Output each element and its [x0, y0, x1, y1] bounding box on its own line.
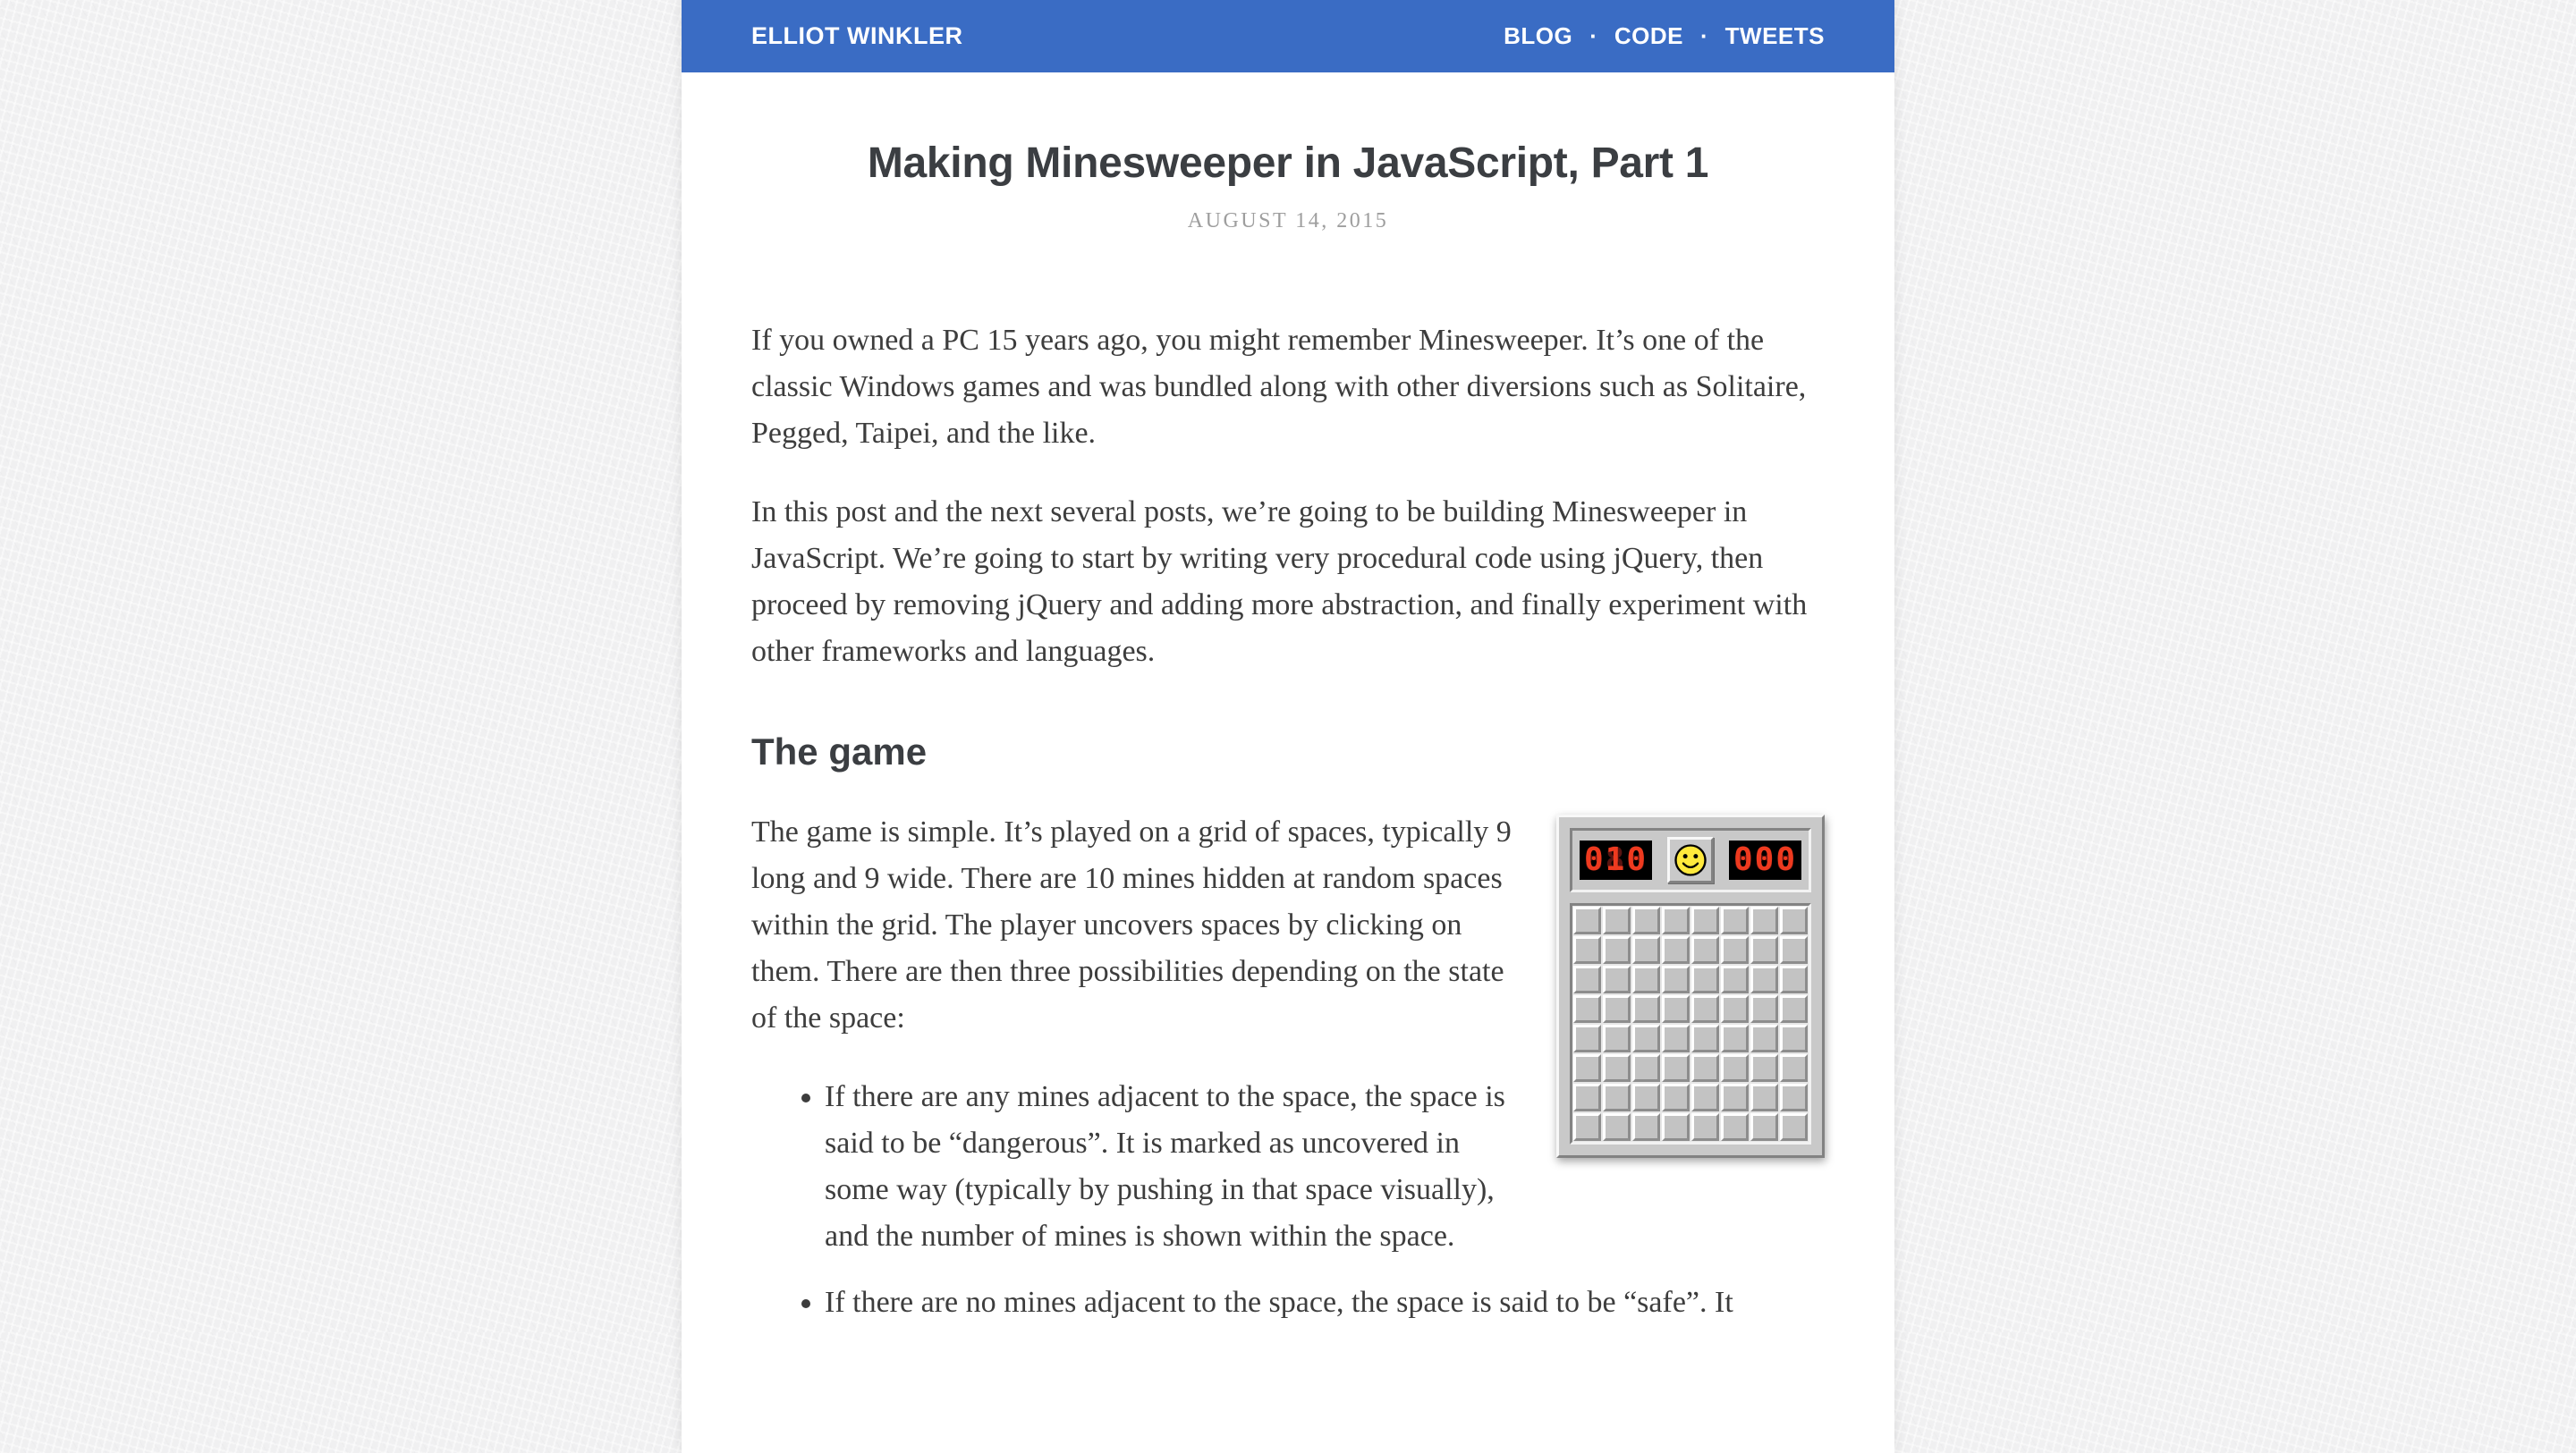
grid-tile — [1603, 966, 1631, 993]
grid-tile — [1573, 1084, 1601, 1111]
grid-tile — [1691, 1113, 1719, 1141]
grid-tile — [1573, 966, 1601, 993]
post-date: AUGUST 14, 2015 — [1187, 209, 1389, 232]
grid-tile — [1632, 936, 1660, 964]
grid-tile — [1721, 1025, 1749, 1052]
site-name-link[interactable]: ELLIOT WINKLER — [751, 22, 963, 49]
grid-tile — [1632, 907, 1660, 934]
grid-tile — [1750, 936, 1778, 964]
grid-tile — [1691, 995, 1719, 1023]
smiley-icon — [1674, 843, 1707, 877]
grid-tile — [1603, 907, 1631, 934]
grid-tile — [1662, 966, 1690, 993]
grid-tile — [1632, 995, 1660, 1023]
site-header — [682, 0, 1894, 72]
grid-tile — [1780, 1054, 1808, 1082]
grid-tile — [1662, 1113, 1690, 1141]
grid-tile — [1603, 936, 1631, 964]
nav-separator: · — [1699, 22, 1708, 49]
grid-tile — [1632, 1025, 1660, 1052]
nav-separator: · — [1589, 22, 1597, 49]
section-heading: The game — [751, 731, 928, 773]
grid-tile — [1721, 907, 1749, 934]
grid-tile — [1662, 1084, 1690, 1111]
grid-tile — [1691, 907, 1719, 934]
grid-tile — [1632, 1084, 1660, 1111]
grid-tile — [1750, 1084, 1778, 1111]
grid-tile — [1573, 1113, 1601, 1141]
grid-tile — [1750, 1054, 1778, 1082]
list-item: • If there are any mines adjacent to the space, the space is said to be “dangerous”. It is marked as uncovered in some way (typically by pushing in that space visually), and the number of mines is shown within the space. — [825, 1074, 1825, 1260]
grid-tile — [1750, 995, 1778, 1023]
grid-tile — [1780, 1113, 1808, 1141]
grid-tile — [1573, 995, 1601, 1023]
grid-tile — [1573, 936, 1601, 964]
grid-tile — [1632, 1113, 1660, 1141]
grid-tile — [1780, 1084, 1808, 1111]
grid-tile — [1573, 1054, 1601, 1082]
minesweeper-grid — [1570, 903, 1811, 1145]
grid-tile — [1721, 966, 1749, 993]
minesweeper-screenshot — [1556, 815, 1825, 1158]
grid-tile — [1662, 1054, 1690, 1082]
grid-tile — [1780, 936, 1808, 964]
grid-tile — [1662, 936, 1690, 964]
list-item: • If there are no mines adjacent to the space, the space is said to be “safe”. It — [825, 1280, 1825, 1326]
grid-tile — [1603, 1113, 1631, 1141]
grid-tile — [1750, 1025, 1778, 1052]
minesweeper-top-panel — [1570, 828, 1811, 892]
grid-tile — [1603, 1054, 1631, 1082]
grid-tile — [1691, 966, 1719, 993]
grid-tile — [1721, 1084, 1749, 1111]
grid-tile — [1691, 1084, 1719, 1111]
grid-tile — [1721, 1113, 1749, 1141]
grid-tile — [1662, 907, 1690, 934]
nav-item-tweets[interactable]: TWEETS — [1724, 22, 1825, 49]
grid-tile — [1573, 1025, 1601, 1052]
article — [682, 72, 1894, 1453]
nav-item-blog[interactable]: BLOG — [1504, 22, 1573, 49]
grid-tile — [1632, 1054, 1660, 1082]
grid-tile — [1721, 1054, 1749, 1082]
grid-tile — [1721, 936, 1749, 964]
grid-tile — [1750, 966, 1778, 993]
game-paragraph: The game is simple. It’s played on a grid of spaces, typically 9 long and 9 wide. There are 10 mines hidden at random spaces within the grid. The player uncovers spaces by clicking on them. There are then three possibilities depending on the state of the space: — [751, 815, 1512, 1035]
page-title: Making Minesweeper in JavaScript, Part 1 — [867, 139, 1709, 187]
grid-tile — [1721, 995, 1749, 1023]
grid-tile — [1603, 1025, 1631, 1052]
grid-tile — [1691, 1054, 1719, 1082]
grid-tile — [1603, 1084, 1631, 1111]
intro-paragraph-1: If you owned a PC 15 years ago, you might remember Minesweeper. It’s one of the classic Windows games and was bundled along with other diversions such as Solitaire, Pegged, Taipei, and the like. — [751, 324, 1807, 450]
smiley-button — [1667, 837, 1714, 883]
timer-value: 000 — [1733, 841, 1797, 878]
grid-tile — [1662, 1025, 1690, 1052]
mine-counter-value: 010 — [1584, 841, 1648, 878]
grid-tile — [1662, 995, 1690, 1023]
main-nav — [1504, 22, 1825, 50]
grid-tile — [1750, 1113, 1778, 1141]
grid-tile — [1750, 907, 1778, 934]
intro-paragraph-2: In this post and the next several posts, we’re going to be building Minesweeper in JavaScript. We’re going to start by writing very procedural code using jQuery, then proceed by removing jQuery and adding more abstraction, and finally experiment with other frameworks and languages. — [751, 495, 1808, 668]
grid-tile — [1691, 1025, 1719, 1052]
grid-tile — [1780, 907, 1808, 934]
grid-tile — [1632, 966, 1660, 993]
minesweeper-window — [1556, 815, 1825, 1158]
nav-item-code[interactable]: CODE — [1614, 22, 1683, 49]
grid-tile — [1780, 1025, 1808, 1052]
grid-tile — [1780, 995, 1808, 1023]
mine-counter-display — [1580, 841, 1652, 880]
grid-tile — [1573, 907, 1601, 934]
grid-tile — [1603, 995, 1631, 1023]
grid-tile — [1780, 966, 1808, 993]
page-column — [682, 0, 1894, 1453]
timer-display — [1729, 841, 1801, 880]
grid-tile — [1691, 936, 1719, 964]
